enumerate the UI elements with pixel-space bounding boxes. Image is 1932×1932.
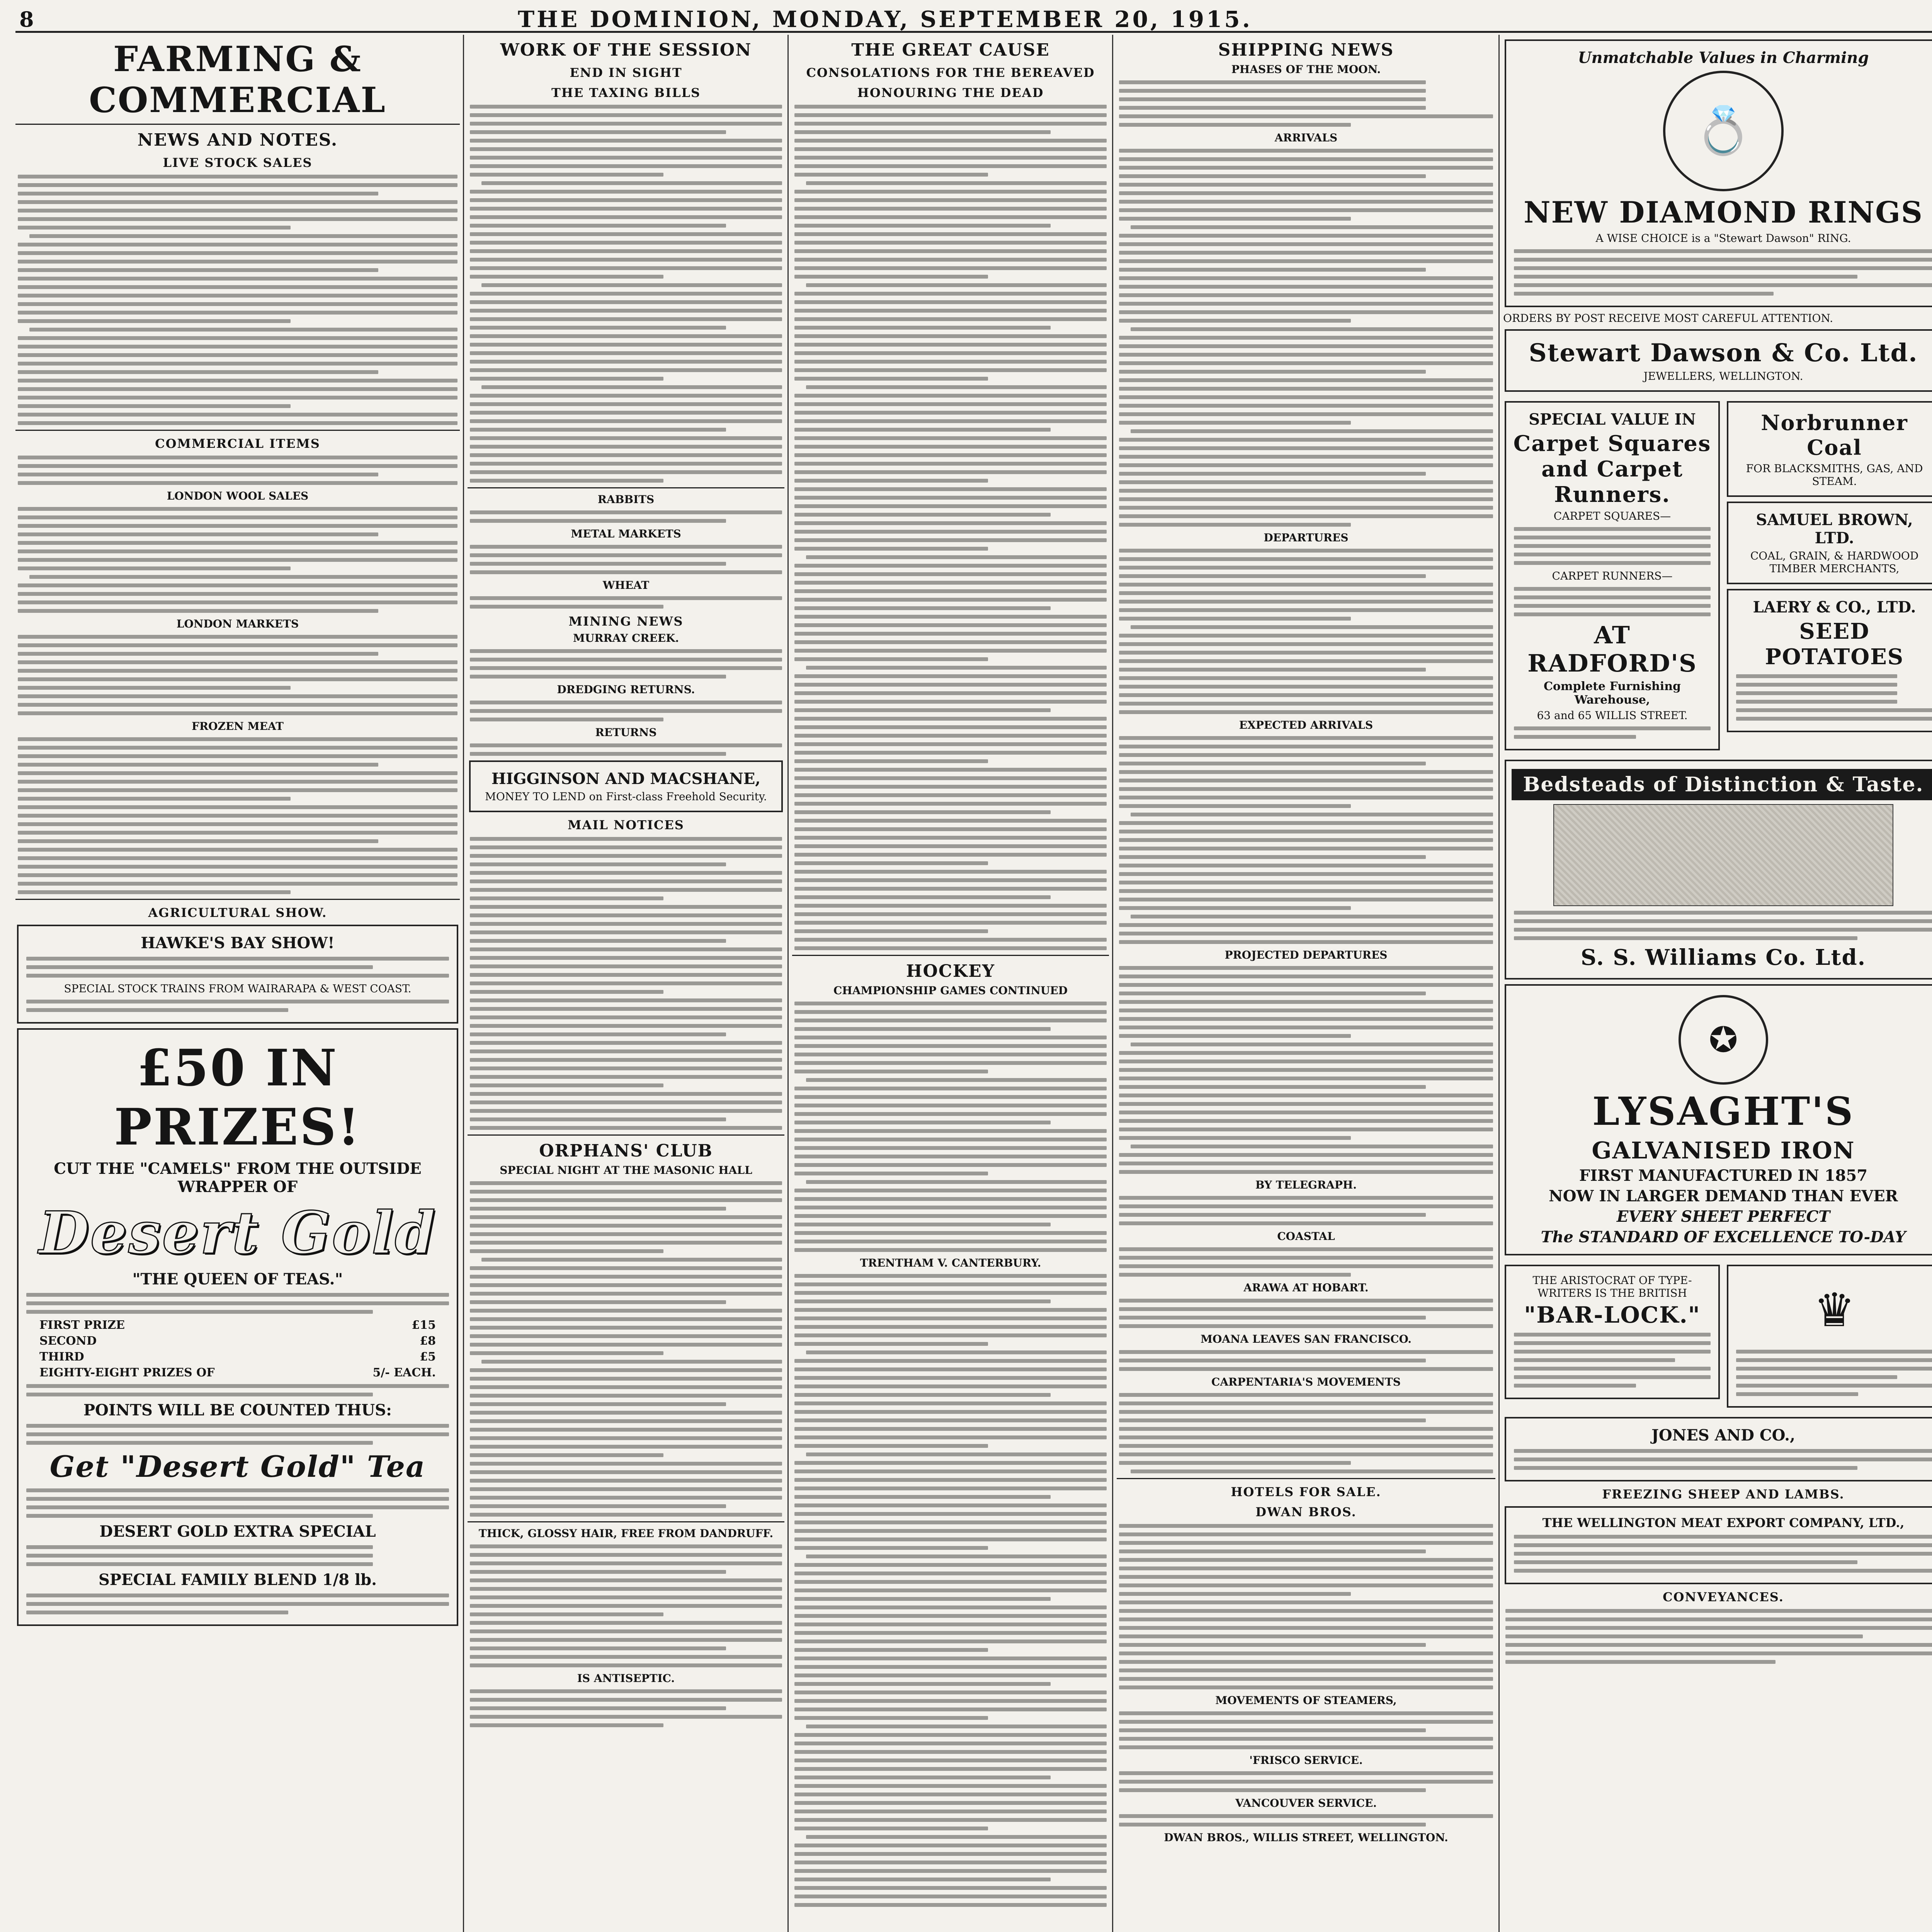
points-head: POINTS WILL BE COUNTED THUS: xyxy=(83,1401,392,1419)
article-text xyxy=(15,456,460,485)
page-number: 8 xyxy=(19,7,34,32)
queen-of-teas: "THE QUEEN OF TEAS." xyxy=(132,1270,343,1288)
stewart-dawson-ad xyxy=(1505,329,1932,392)
diamond-ring-icon: 💍 xyxy=(1694,104,1752,158)
arawa-head: ARAWA AT HOBART. xyxy=(1243,1281,1369,1294)
norbrunner-ad xyxy=(1727,401,1932,497)
agricultural-show-head: AGRICULTURAL SHOW. xyxy=(148,905,327,920)
arrivals-head: ARRIVALS xyxy=(1274,131,1338,144)
ring-illustration xyxy=(1663,71,1784,191)
lysaght-sub: GALVANISED IRON xyxy=(1592,1137,1855,1164)
higginson-title: HIGGINSON AND MACSHANE, xyxy=(491,770,761,788)
get-desert-gold: Get "Desert Gold" Tea xyxy=(49,1449,426,1484)
bedsteads-ad xyxy=(1505,760,1932,980)
barlock-ad xyxy=(1505,1265,1720,1399)
news-head: NEWS AND NOTES. xyxy=(137,130,338,150)
lysaght-standard: The STANDARD OF EXCELLENCE TO-DAY xyxy=(1541,1228,1906,1246)
higginson-ad xyxy=(469,760,783,812)
session-head: WORK OF THE SESSION xyxy=(500,40,752,60)
frozen-meat-head: FROZEN MEAT xyxy=(191,720,284,733)
lysaght-title: LYSAGHT'S xyxy=(1592,1088,1855,1134)
rabbits-head: RABBITS xyxy=(597,493,655,506)
movements-head: MOVEMENTS OF STEAMERS, xyxy=(1215,1694,1397,1707)
prize-row: EIGHTY-EIGHT PRIZES OF 5/- EACH. xyxy=(39,1366,436,1379)
carpet-special: SPECIAL VALUE IN xyxy=(1529,410,1696,429)
article-text xyxy=(468,1544,784,1667)
lysaght-ad xyxy=(1505,984,1932,1255)
freezing-head: FREEZING SHEEP AND LAMBS. xyxy=(1602,1487,1845,1502)
wool-head: LONDON WOOL SALES xyxy=(167,490,309,502)
column-rule xyxy=(787,35,789,1932)
desert-gold-brand: Desert Gold xyxy=(39,1199,437,1267)
prizes-headline: £50 IN PRIZES! xyxy=(114,1038,361,1156)
diamond-top: Unmatchable Values in Charming xyxy=(1578,49,1869,67)
article-text xyxy=(468,105,784,483)
trade-mark-icon: ✪ xyxy=(1709,1019,1738,1060)
article-text xyxy=(15,507,460,613)
laery-title: LAERY & CO., LTD. xyxy=(1753,598,1916,616)
stewart-sub: JEWELLERS, WELLINGTON. xyxy=(1643,370,1803,383)
dwan-head: DWAN BROS. xyxy=(1255,1505,1357,1519)
article-text xyxy=(15,175,460,425)
samuel-title: SAMUEL BROWN, LTD. xyxy=(1756,511,1913,547)
lysaght-every: EVERY SHEET PERFECT xyxy=(1616,1208,1830,1226)
cut-camels-text: CUT THE "CAMELS" FROM THE OUTSIDE WRAPPER OF xyxy=(54,1160,422,1196)
radford-title: AT RADFORD'S xyxy=(1527,621,1697,677)
article-text xyxy=(1117,149,1495,527)
lysaght-first: FIRST MANUFACTURED IN 1857 xyxy=(1579,1167,1868,1185)
article-text xyxy=(1117,1393,1495,1473)
consolations-head: CONSOLATIONS FOR THE BEREAVED xyxy=(806,65,1095,80)
bedstead-illustration xyxy=(1553,804,1894,906)
samuel-sub: COAL, GRAIN, & HARDWOOD TIMBER MERCHANTS, xyxy=(1750,549,1919,575)
crown-clothing-ad xyxy=(1727,1265,1932,1408)
special-family-blend: SPECIAL FAMILY BLEND 1/8 lb. xyxy=(98,1571,377,1589)
hockey-sub: CHAMPIONSHIP GAMES CONTINUED xyxy=(833,984,1068,997)
diamond-rings-ad xyxy=(1505,39,1932,307)
williams-title: S. S. Williams Co. Ltd. xyxy=(1580,945,1866,970)
bedsteads-title: Bedsteads of Distinction & Taste. xyxy=(1512,769,1932,800)
jones-ad xyxy=(1505,1417,1932,1481)
taxing-bills: THE TAXING BILLS xyxy=(551,85,701,100)
stewart-title: Stewart Dawson & Co. Ltd. xyxy=(1529,338,1918,367)
column-great-cause xyxy=(792,35,1109,1932)
vancouver-head: VANCOUVER SERVICE. xyxy=(1235,1797,1377,1810)
hawkes-bay-title: HAWKE'S BAY SHOW! xyxy=(141,934,335,952)
carpet-runners: CARPET RUNNERS— xyxy=(1552,570,1673,582)
conveyances-head: CONVEYANCES. xyxy=(1663,1590,1784,1604)
radford-sub: Complete Furnishing Warehouse, xyxy=(1544,680,1681,707)
jones-title: JONES AND CO., xyxy=(1651,1426,1796,1444)
orders-line: ORDERS BY POST RECEIVE MOST CAREFUL ATTENTION. xyxy=(1503,312,1833,325)
article-text xyxy=(1117,966,1495,1174)
seed-potatoes: SEED POTATOES xyxy=(1765,619,1904,670)
carpet-title: Carpet Squares and Carpet Runners. xyxy=(1513,431,1711,507)
frisco-head: 'FRISCO SERVICE. xyxy=(1249,1754,1363,1767)
returns-head: RETURNS xyxy=(595,726,657,739)
carpet-squares: CARPET SQUARES— xyxy=(1553,510,1671,522)
article-text xyxy=(468,837,784,1130)
crown-illustration xyxy=(1800,1276,1869,1345)
murray-head: MURRAY CREEK. xyxy=(573,632,679,645)
hotels-head: HOTELS FOR SALE. xyxy=(1231,1485,1381,1499)
column-rule xyxy=(1498,35,1500,1932)
dredging-head: DREDGING RETURNS. xyxy=(557,683,695,696)
dwan-footer: DWAN BROS., WILLIS STREET, WELLINGTON. xyxy=(1164,1831,1448,1844)
hawkes-bay-show-ad xyxy=(17,925,458,1024)
column-farming-commercial xyxy=(15,35,460,1932)
carpet-ad xyxy=(1505,401,1720,750)
london-markets-head: LONDON MARKETS xyxy=(176,617,299,630)
prize-row: SECOND £8 xyxy=(39,1334,436,1348)
antiseptic-head: IS ANTISEPTIC. xyxy=(577,1672,675,1685)
column-rule xyxy=(1112,35,1113,1932)
hockey-head: HOCKEY xyxy=(906,961,995,981)
radford-address: 63 and 65 WILLIS STREET. xyxy=(1537,709,1688,722)
column-advertisements xyxy=(1503,35,1932,1932)
dandruff-head: THICK, GLOSSY HAIR, FREE FROM DANDRUFF. xyxy=(478,1527,774,1540)
article-text xyxy=(15,737,460,894)
mail-head: MAIL NOTICES xyxy=(568,818,684,832)
norbrunner-sub: FOR BLACKSMITHS, GAS, AND STEAM. xyxy=(1746,462,1923,488)
article-text xyxy=(1117,549,1495,714)
end-in-sight: END IN SIGHT xyxy=(570,65,682,80)
orphans-sub: SPECIAL NIGHT AT THE MASONIC HALL xyxy=(500,1164,752,1177)
norbrunner-title: Norbrunner Coal xyxy=(1761,410,1908,460)
article-text xyxy=(1117,736,1495,944)
barlock-title: "BAR-LOCK." xyxy=(1524,1302,1701,1328)
moana-head: MOANA LEAVES SAN FRANCISCO. xyxy=(1200,1333,1412,1345)
higginson-sub: MONEY TO LEND on First-class Freehold Security. xyxy=(485,790,767,803)
article-text xyxy=(1117,1524,1495,1689)
carpentaria-head: CARPENTARIA'S MOVEMENTS xyxy=(1211,1376,1401,1388)
article-text xyxy=(792,1274,1109,1907)
article-text xyxy=(792,1002,1109,1252)
lysaght-demand: NOW IN LARGER DEMAND THAN EVER xyxy=(1549,1187,1898,1205)
orphans-head: ORPHANS' CLUB xyxy=(539,1141,713,1161)
phases-head: PHASES OF THE MOON. xyxy=(1231,63,1381,76)
great-cause-head: THE GREAT CAUSE xyxy=(851,40,1050,60)
telegraph-head: BY TELEGRAPH. xyxy=(1255,1179,1357,1191)
special-trains-text: SPECIAL STOCK TRAINS FROM WAIRARAPA & WEST COAST. xyxy=(64,982,412,995)
mining-head: MINING NEWS xyxy=(568,614,684,629)
honouring-head: HONOURING THE DEAD xyxy=(857,85,1044,100)
samuel-brown-ad xyxy=(1727,502,1932,584)
live-stock-head: LIVE STOCK SALES xyxy=(163,155,313,170)
commercial-head: COMMERCIAL ITEMS xyxy=(155,436,320,451)
laery-ad xyxy=(1727,589,1932,732)
diamond-choice: A WISE CHOICE is a "Stewart Dawson" RING. xyxy=(1595,232,1851,245)
meat-export-ad xyxy=(1505,1506,1932,1584)
prize-row: THIRD £5 xyxy=(39,1350,436,1364)
column-rule xyxy=(463,35,464,1932)
column-shipping xyxy=(1117,35,1495,1932)
metal-head: METAL MARKETS xyxy=(571,527,681,540)
article-text xyxy=(468,1181,784,1517)
barlock-top: THE ARISTOCRAT OF TYPE-WRITERS IS THE BRITISH xyxy=(1532,1274,1692,1299)
projected-head: PROJECTED DEPARTURES xyxy=(1225,949,1388,961)
masthead xyxy=(15,4,1932,33)
diamond-title: NEW DIAMOND RINGS xyxy=(1524,195,1923,230)
crown-icon: ♛ xyxy=(1813,1283,1855,1337)
desert-gold-ad xyxy=(17,1028,458,1626)
section-title: FARMING & COMMERCIAL xyxy=(15,39,460,125)
article-text xyxy=(15,635,460,715)
trentham-head: TRENTHAM V. CANTERBURY. xyxy=(860,1257,1041,1269)
shipping-head: SHIPPING NEWS xyxy=(1218,40,1394,60)
meat-export-title: THE WELLINGTON MEAT EXPORT COMPANY, LTD., xyxy=(1542,1515,1905,1530)
article-text xyxy=(792,105,1109,950)
column-session xyxy=(468,35,784,1932)
wheat-head: WHEAT xyxy=(602,579,650,592)
trade-mark-seal xyxy=(1679,995,1768,1085)
expected-head: EXPECTED ARRIVALS xyxy=(1239,719,1373,731)
newspaper-title: THE DOMINION, MONDAY, SEPTEMBER 20, 1915. xyxy=(518,6,1252,32)
departures-head: DEPARTURES xyxy=(1264,531,1349,544)
desert-prices-head: DESERT GOLD EXTRA SPECIAL xyxy=(99,1522,376,1541)
prize-row: FIRST PRIZE £15 xyxy=(39,1318,436,1332)
coastal-head: COASTAL xyxy=(1277,1230,1335,1243)
